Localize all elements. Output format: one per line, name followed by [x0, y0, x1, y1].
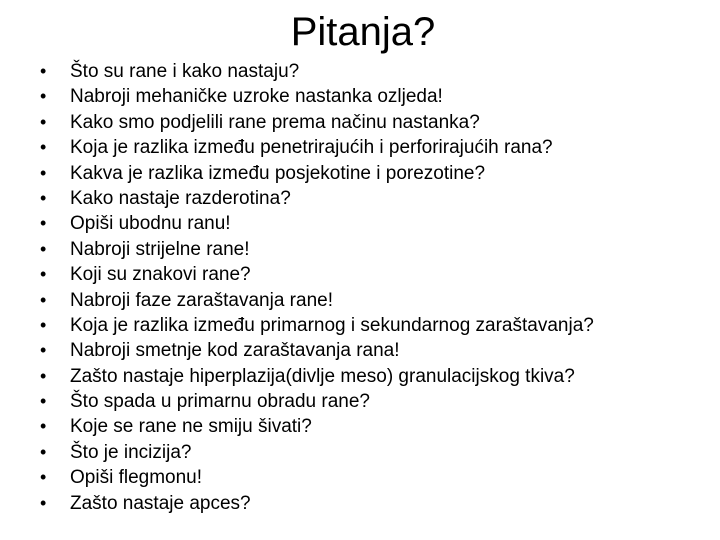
question-text: Nabroji smetnje kod zaraštavanja rana!: [70, 340, 400, 362]
bullet-icon: •: [40, 264, 47, 285]
bullet-icon: •: [40, 61, 47, 81]
bullet-icon: •: [40, 492, 47, 513]
question-text: Što je incizija?: [70, 441, 192, 463]
question-text: Što spada u primarnu obradu rane?: [70, 391, 370, 413]
question-item: [40, 414, 680, 439]
bullet-icon: •: [40, 467, 47, 488]
question-text: Nabroji faze zaraštavanja rane!: [70, 289, 333, 311]
bullet-icon: •: [40, 238, 47, 259]
slide-title-text: Pitanja?: [290, 10, 436, 54]
question-item: [40, 465, 680, 490]
question-text: Što su rane i kako nastaju?: [70, 61, 300, 82]
question-text: Opiši flegmonu!: [70, 467, 203, 489]
question-item: [40, 389, 680, 414]
question-text: Kako nastaje razderotina?: [70, 187, 291, 209]
question-list: [40, 59, 680, 516]
question-item: [40, 313, 680, 338]
question-item: [40, 364, 680, 389]
question-item: [40, 262, 680, 287]
question-item: [40, 135, 680, 160]
question-item: [40, 491, 680, 516]
question-text: Kako smo podjelili rane prema načinu nastanka?: [70, 111, 480, 133]
question-item: [40, 211, 680, 236]
bullet-icon: •: [40, 391, 47, 412]
bullet-icon: •: [40, 289, 47, 310]
question-text: Nabroji strijelne rane!: [70, 238, 250, 260]
bullet-icon: •: [40, 314, 47, 335]
bullet-icon: •: [40, 441, 47, 462]
question-item: [40, 110, 680, 135]
question-text: Koji su znakovi rane?: [70, 264, 251, 286]
question-text: Zašto nastaje hiperplazija(divlje meso) granulacijskog tkiva?: [70, 365, 575, 387]
question-text: Nabroji mehaničke uzroke nastanka ozljeda!: [70, 86, 443, 108]
question-text: Koja je razlika između penetrirajućih i perforirajućih rana?: [70, 137, 553, 159]
bullet-icon: •: [40, 162, 47, 183]
bullet-icon: •: [40, 137, 47, 158]
question-item: [40, 59, 680, 84]
question-item: [40, 237, 680, 262]
bullet-icon: •: [40, 416, 47, 437]
question-text: Zašto nastaje apces?: [70, 492, 251, 514]
bullet-icon: •: [40, 187, 47, 208]
question-item: [40, 186, 680, 211]
bullet-icon: •: [40, 365, 47, 386]
question-item: [40, 161, 680, 186]
question-item: [40, 338, 680, 363]
question-text: Koje se rane ne smiju šivati?: [70, 416, 312, 438]
bullet-icon: •: [40, 340, 47, 361]
question-item: [40, 288, 680, 313]
question-item: [40, 440, 680, 465]
bullet-icon: •: [40, 86, 47, 107]
question-text: Koja je razlika između primarnog i sekundarnog zaraštavanja?: [70, 314, 594, 336]
bullet-icon: •: [40, 213, 47, 234]
question-text: Kakva je razlika između posjekotine i porezotine?: [70, 162, 486, 184]
question-item: [40, 84, 680, 109]
bullet-icon: •: [40, 111, 47, 132]
slide-title: [0, 6, 720, 58]
question-text: Opiši ubodnu ranu!: [70, 213, 231, 235]
